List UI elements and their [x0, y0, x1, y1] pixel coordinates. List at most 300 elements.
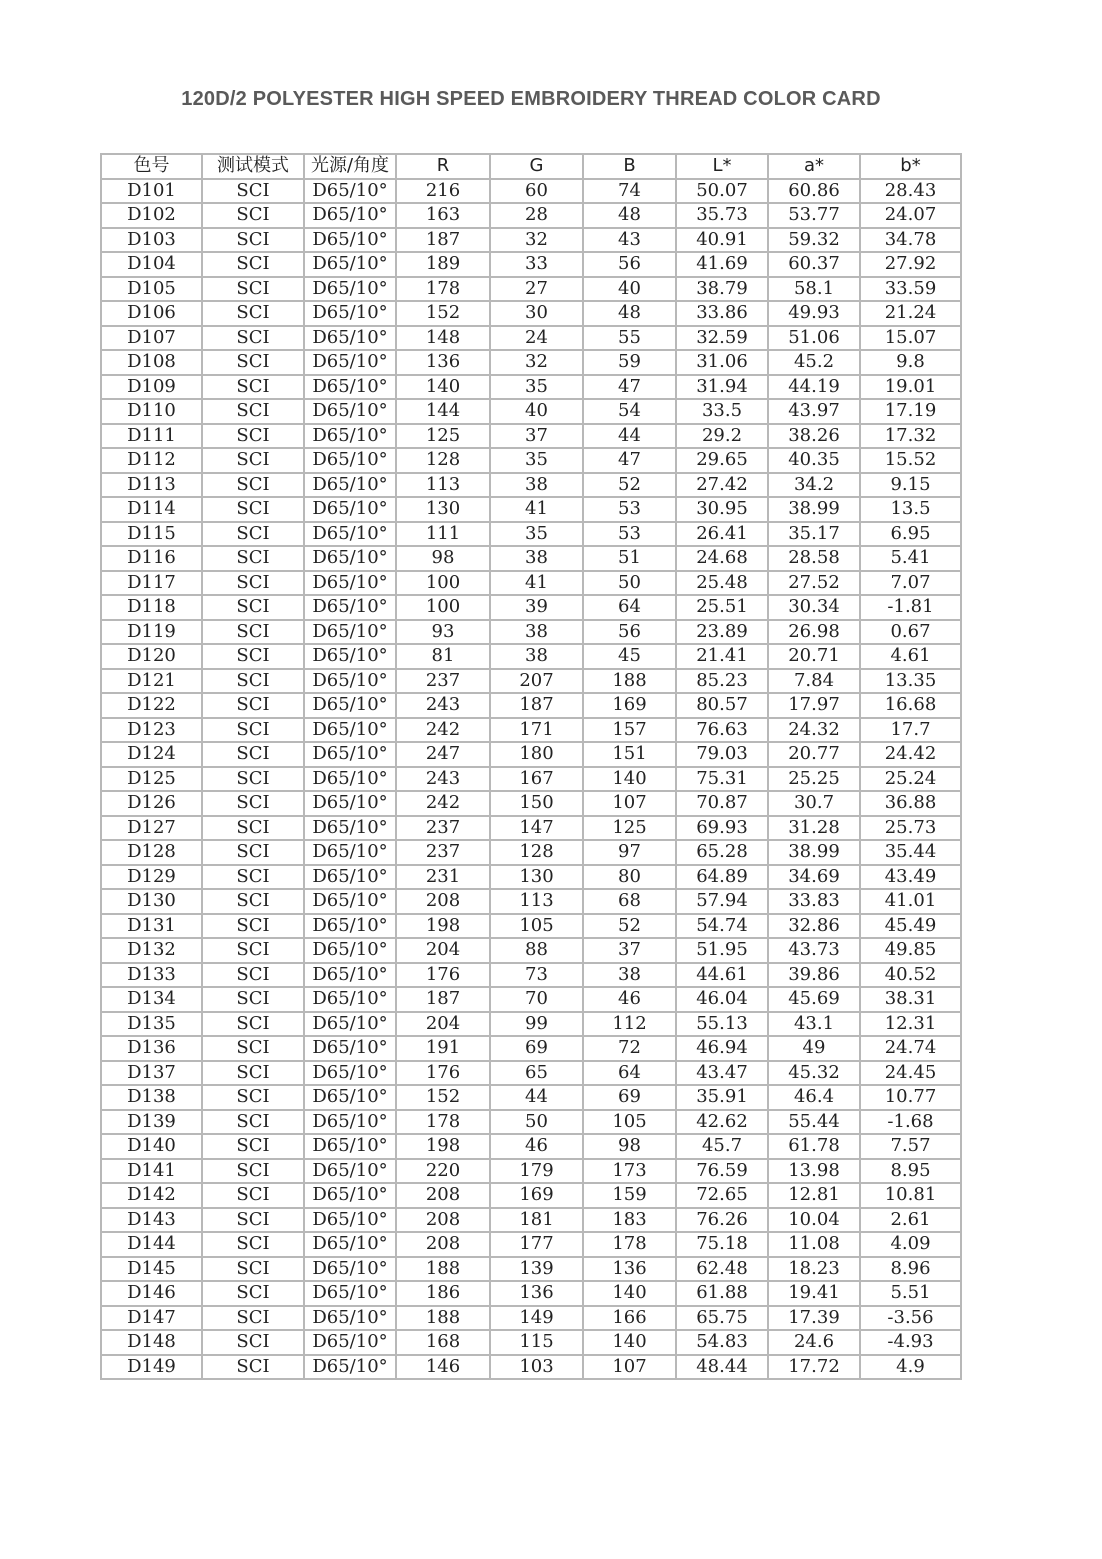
g-value: 50: [490, 1110, 583, 1135]
a-star-value: 43.73: [768, 938, 860, 963]
a-star-value: 58.1: [768, 277, 860, 302]
color-code: D138: [101, 1085, 202, 1110]
color-code: D104: [101, 252, 202, 277]
b-star-value: 38.31: [860, 987, 961, 1012]
illuminant-angle: D65/10°: [304, 816, 396, 841]
g-value: 181: [490, 1208, 583, 1233]
illuminant-angle: D65/10°: [304, 228, 396, 253]
illuminant-angle: D65/10°: [304, 1306, 396, 1331]
r-value: 98: [396, 546, 490, 571]
test-mode: SCI: [202, 1183, 304, 1208]
table-row: [101, 1355, 961, 1380]
b-value: 105: [583, 1110, 676, 1135]
b-value: 166: [583, 1306, 676, 1331]
a-star-value: 7.84: [768, 669, 860, 694]
table-row: [101, 473, 961, 498]
illuminant-angle: D65/10°: [304, 350, 396, 375]
l-star-value: 43.47: [676, 1061, 768, 1086]
table-row: [101, 791, 961, 816]
illuminant-angle: D65/10°: [304, 179, 396, 204]
r-value: 220: [396, 1159, 490, 1184]
table-row: [101, 620, 961, 645]
color-code: D140: [101, 1134, 202, 1159]
color-code: D115: [101, 522, 202, 547]
l-star-value: 35.91: [676, 1085, 768, 1110]
b-value: 98: [583, 1134, 676, 1159]
color-code: D107: [101, 326, 202, 351]
a-star-value: 61.78: [768, 1134, 860, 1159]
color-code: D105: [101, 277, 202, 302]
test-mode: SCI: [202, 718, 304, 743]
illuminant-angle: D65/10°: [304, 1208, 396, 1233]
b-value: 169: [583, 693, 676, 718]
b-star-value: 24.74: [860, 1036, 961, 1061]
table-row: [101, 399, 961, 424]
g-value: 44: [490, 1085, 583, 1110]
color-code: D132: [101, 938, 202, 963]
table-row: [101, 522, 961, 547]
b-star-value: 2.61: [860, 1208, 961, 1233]
b-star-value: 28.43: [860, 179, 961, 204]
l-star-value: 57.94: [676, 889, 768, 914]
a-star-value: 28.58: [768, 546, 860, 571]
illuminant-angle: D65/10°: [304, 1134, 396, 1159]
a-star-value: 44.19: [768, 375, 860, 400]
b-star-value: 21.24: [860, 301, 961, 326]
l-star-value: 29.65: [676, 448, 768, 473]
illuminant-angle: D65/10°: [304, 1110, 396, 1135]
r-value: 125: [396, 424, 490, 449]
table-row: [101, 1257, 961, 1282]
r-value: 237: [396, 840, 490, 865]
color-code: D114: [101, 497, 202, 522]
b-star-value: 15.07: [860, 326, 961, 351]
b-value: 107: [583, 1355, 676, 1380]
color-code: D128: [101, 840, 202, 865]
r-value: 140: [396, 375, 490, 400]
l-star-value: 48.44: [676, 1355, 768, 1380]
color-code: D109: [101, 375, 202, 400]
r-value: 163: [396, 203, 490, 228]
a-star-value: 12.81: [768, 1183, 860, 1208]
table-row: [101, 277, 961, 302]
b-value: 178: [583, 1232, 676, 1257]
r-value: 208: [396, 1208, 490, 1233]
illuminant-angle: D65/10°: [304, 644, 396, 669]
g-value: 207: [490, 669, 583, 694]
illuminant-angle: D65/10°: [304, 1012, 396, 1037]
table-row: [101, 252, 961, 277]
table-row: [101, 1134, 961, 1159]
table-row: [101, 1306, 961, 1331]
r-value: 243: [396, 693, 490, 718]
b-value: 51: [583, 546, 676, 571]
l-star-value: 29.2: [676, 424, 768, 449]
b-star-value: 17.19: [860, 399, 961, 424]
g-value: 28: [490, 203, 583, 228]
color-code: D108: [101, 350, 202, 375]
test-mode: SCI: [202, 1061, 304, 1086]
color-card-table: [100, 153, 962, 1380]
g-value: 46: [490, 1134, 583, 1159]
illuminant-angle: D65/10°: [304, 448, 396, 473]
table-row: [101, 448, 961, 473]
color-code: D113: [101, 473, 202, 498]
l-star-value: 45.7: [676, 1134, 768, 1159]
table-row: [101, 1159, 961, 1184]
a-star-value: 45.2: [768, 350, 860, 375]
illuminant-angle: D65/10°: [304, 522, 396, 547]
illuminant-angle: D65/10°: [304, 277, 396, 302]
color-code: D136: [101, 1036, 202, 1061]
b-star-value: 4.61: [860, 644, 961, 669]
illuminant-angle: D65/10°: [304, 1232, 396, 1257]
b-value: 72: [583, 1036, 676, 1061]
b-star-header: b*: [860, 154, 961, 179]
b-value: 151: [583, 742, 676, 767]
l-star-value: 76.63: [676, 718, 768, 743]
test-mode: SCI: [202, 840, 304, 865]
color-code: D129: [101, 865, 202, 890]
b-value: 173: [583, 1159, 676, 1184]
l-star-value: 80.57: [676, 693, 768, 718]
test-mode: SCI: [202, 1232, 304, 1257]
color-code: D133: [101, 963, 202, 988]
table-row: [101, 1232, 961, 1257]
g-value: 32: [490, 228, 583, 253]
a-star-value: 53.77: [768, 203, 860, 228]
a-star-value: 55.44: [768, 1110, 860, 1135]
illuminant-angle: D65/10°: [304, 938, 396, 963]
color-code: D116: [101, 546, 202, 571]
b-header: B: [583, 154, 676, 179]
l-star-value: 79.03: [676, 742, 768, 767]
test-mode: SCI: [202, 375, 304, 400]
r-value: 247: [396, 742, 490, 767]
illuminant-angle: D65/10°: [304, 889, 396, 914]
table-row: [101, 497, 961, 522]
test-mode: SCI: [202, 1085, 304, 1110]
header-row: [101, 154, 961, 179]
l-star-value: 25.51: [676, 595, 768, 620]
a-star-value: 43.1: [768, 1012, 860, 1037]
color-code: D123: [101, 718, 202, 743]
table-row: [101, 840, 961, 865]
a-star-header: a*: [768, 154, 860, 179]
g-value: 33: [490, 252, 583, 277]
g-value: 35: [490, 522, 583, 547]
b-star-value: 16.68: [860, 693, 961, 718]
table-row: [101, 301, 961, 326]
illuminant-angle: D65/10°: [304, 718, 396, 743]
b-star-value: 9.8: [860, 350, 961, 375]
a-star-value: 38.99: [768, 840, 860, 865]
color-code: D121: [101, 669, 202, 694]
a-star-value: 34.69: [768, 865, 860, 890]
l-star-value: 72.65: [676, 1183, 768, 1208]
table-row: [101, 326, 961, 351]
table-row: [101, 865, 961, 890]
r-header: R: [396, 154, 490, 179]
g-value: 128: [490, 840, 583, 865]
l-star-value: 30.95: [676, 497, 768, 522]
g-value: 38: [490, 620, 583, 645]
b-value: 56: [583, 252, 676, 277]
b-star-value: 13.35: [860, 669, 961, 694]
color-code: D144: [101, 1232, 202, 1257]
g-value: 103: [490, 1355, 583, 1380]
b-value: 64: [583, 595, 676, 620]
r-value: 237: [396, 816, 490, 841]
a-star-value: 32.86: [768, 914, 860, 939]
b-value: 56: [583, 620, 676, 645]
l-star-value: 31.06: [676, 350, 768, 375]
table-row: [101, 1330, 961, 1355]
b-value: 50: [583, 571, 676, 596]
l-star-value: 24.68: [676, 546, 768, 571]
a-star-value: 24.6: [768, 1330, 860, 1355]
illuminant-angle: D65/10°: [304, 375, 396, 400]
table-row: [101, 228, 961, 253]
b-value: 38: [583, 963, 676, 988]
a-star-value: 10.04: [768, 1208, 860, 1233]
illuminant-angle: D65/10°: [304, 742, 396, 767]
table-row: [101, 1281, 961, 1306]
a-star-value: 43.97: [768, 399, 860, 424]
test-mode: SCI: [202, 889, 304, 914]
b-value: 52: [583, 473, 676, 498]
a-star-value: 18.23: [768, 1257, 860, 1282]
b-star-value: 27.92: [860, 252, 961, 277]
g-value: 150: [490, 791, 583, 816]
table-row: [101, 375, 961, 400]
color-code: D117: [101, 571, 202, 596]
r-value: 198: [396, 914, 490, 939]
b-value: 125: [583, 816, 676, 841]
b-star-value: -1.68: [860, 1110, 961, 1135]
r-value: 216: [396, 179, 490, 204]
l-star-value: 55.13: [676, 1012, 768, 1037]
a-star-value: 59.32: [768, 228, 860, 253]
a-star-value: 24.32: [768, 718, 860, 743]
r-value: 100: [396, 595, 490, 620]
a-star-value: 40.35: [768, 448, 860, 473]
color-code: D135: [101, 1012, 202, 1037]
b-star-value: 7.57: [860, 1134, 961, 1159]
illuminant-angle: D65/10°: [304, 620, 396, 645]
b-value: 69: [583, 1085, 676, 1110]
test-mode: SCI: [202, 791, 304, 816]
color-code: D143: [101, 1208, 202, 1233]
g-value: 70: [490, 987, 583, 1012]
l-star-value: 33.5: [676, 399, 768, 424]
l-star-value: 32.59: [676, 326, 768, 351]
table-row: [101, 669, 961, 694]
b-star-value: 25.24: [860, 767, 961, 792]
b-star-value: 9.15: [860, 473, 961, 498]
l-star-value: 75.18: [676, 1232, 768, 1257]
table-row: [101, 571, 961, 596]
test-mode: SCI: [202, 179, 304, 204]
color-code: D101: [101, 179, 202, 204]
l-star-value: 23.89: [676, 620, 768, 645]
illuminant-angle: D65/10°: [304, 497, 396, 522]
illuminant-angle: D65/10°: [304, 399, 396, 424]
b-star-value: 10.81: [860, 1183, 961, 1208]
b-star-value: 34.78: [860, 228, 961, 253]
l-star-value: 25.48: [676, 571, 768, 596]
r-value: 100: [396, 571, 490, 596]
r-value: 191: [396, 1036, 490, 1061]
g-value: 30: [490, 301, 583, 326]
test-mode-header: 测试模式: [202, 154, 304, 179]
r-value: 148: [396, 326, 490, 351]
illuminant-angle: D65/10°: [304, 203, 396, 228]
color-code: D118: [101, 595, 202, 620]
l-star-value: 54.74: [676, 914, 768, 939]
b-star-value: 49.85: [860, 938, 961, 963]
test-mode: SCI: [202, 252, 304, 277]
g-value: 41: [490, 497, 583, 522]
test-mode: SCI: [202, 228, 304, 253]
color-code: D125: [101, 767, 202, 792]
l-star-value: 76.59: [676, 1159, 768, 1184]
r-value: 111: [396, 522, 490, 547]
test-mode: SCI: [202, 399, 304, 424]
g-value: 32: [490, 350, 583, 375]
table-row: [101, 816, 961, 841]
a-star-value: 35.17: [768, 522, 860, 547]
test-mode: SCI: [202, 546, 304, 571]
r-value: 188: [396, 1257, 490, 1282]
a-star-value: 30.7: [768, 791, 860, 816]
table-row: [101, 963, 961, 988]
table-row: [101, 546, 961, 571]
test-mode: SCI: [202, 277, 304, 302]
l-star-value: 40.91: [676, 228, 768, 253]
r-value: 243: [396, 767, 490, 792]
illuminant-angle: D65/10°: [304, 1281, 396, 1306]
r-value: 242: [396, 718, 490, 743]
b-value: 52: [583, 914, 676, 939]
illuminant-angle: D65/10°: [304, 424, 396, 449]
l-star-value: 46.94: [676, 1036, 768, 1061]
g-value: 169: [490, 1183, 583, 1208]
a-star-value: 17.97: [768, 693, 860, 718]
b-value: 80: [583, 865, 676, 890]
table-row: [101, 987, 961, 1012]
r-value: 237: [396, 669, 490, 694]
l-star-value: 65.75: [676, 1306, 768, 1331]
b-star-value: 33.59: [860, 277, 961, 302]
g-value: 69: [490, 1036, 583, 1061]
l-star-value: 31.94: [676, 375, 768, 400]
illuminant-angle: D65/10°: [304, 1085, 396, 1110]
r-value: 208: [396, 889, 490, 914]
b-star-value: -1.81: [860, 595, 961, 620]
g-value: 115: [490, 1330, 583, 1355]
g-value: 24: [490, 326, 583, 351]
a-star-value: 20.77: [768, 742, 860, 767]
test-mode: SCI: [202, 350, 304, 375]
b-value: 46: [583, 987, 676, 1012]
a-star-value: 46.4: [768, 1085, 860, 1110]
a-star-value: 39.86: [768, 963, 860, 988]
r-value: 189: [396, 252, 490, 277]
b-star-value: 8.95: [860, 1159, 961, 1184]
color-code: D119: [101, 620, 202, 645]
l-star-value: 54.83: [676, 1330, 768, 1355]
test-mode: SCI: [202, 473, 304, 498]
table-row: [101, 938, 961, 963]
color-code: D131: [101, 914, 202, 939]
b-star-value: 17.7: [860, 718, 961, 743]
b-star-value: 17.32: [860, 424, 961, 449]
a-star-value: 11.08: [768, 1232, 860, 1257]
a-star-value: 45.32: [768, 1061, 860, 1086]
test-mode: SCI: [202, 522, 304, 547]
illuminant-angle: D65/10°: [304, 546, 396, 571]
table-row: [101, 767, 961, 792]
illuminant-angle: D65/10°: [304, 1159, 396, 1184]
table-row: [101, 1061, 961, 1086]
b-star-value: 41.01: [860, 889, 961, 914]
illuminant-angle: D65/10°: [304, 914, 396, 939]
g-value: 180: [490, 742, 583, 767]
test-mode: SCI: [202, 1208, 304, 1233]
illuminant-angle: D65/10°: [304, 473, 396, 498]
b-star-value: 36.88: [860, 791, 961, 816]
illuminant-angle: D65/10°: [304, 987, 396, 1012]
b-star-value: 5.41: [860, 546, 961, 571]
a-star-value: 31.28: [768, 816, 860, 841]
l-star-value: 69.93: [676, 816, 768, 841]
b-value: 37: [583, 938, 676, 963]
r-value: 168: [396, 1330, 490, 1355]
b-value: 55: [583, 326, 676, 351]
b-star-value: 10.77: [860, 1085, 961, 1110]
test-mode: SCI: [202, 1134, 304, 1159]
color-code: D148: [101, 1330, 202, 1355]
page-title: 120D/2 POLYESTER HIGH SPEED EMBROIDERY THREAD COLOR CARD: [181, 88, 881, 110]
a-star-value: 19.41: [768, 1281, 860, 1306]
test-mode: SCI: [202, 816, 304, 841]
r-value: 204: [396, 1012, 490, 1037]
l-star-value: 46.04: [676, 987, 768, 1012]
color-code: D110: [101, 399, 202, 424]
illuminant-angle: D65/10°: [304, 1061, 396, 1086]
table-row: [101, 644, 961, 669]
test-mode: SCI: [202, 1159, 304, 1184]
r-value: 178: [396, 277, 490, 302]
a-star-value: 17.72: [768, 1355, 860, 1380]
b-value: 45: [583, 644, 676, 669]
b-star-value: 15.52: [860, 448, 961, 473]
g-value: 149: [490, 1306, 583, 1331]
r-value: 178: [396, 1110, 490, 1135]
b-star-value: 24.45: [860, 1061, 961, 1086]
l-star-value: 76.26: [676, 1208, 768, 1233]
illuminant-angle: D65/10°: [304, 252, 396, 277]
b-value: 157: [583, 718, 676, 743]
g-value: 37: [490, 424, 583, 449]
r-value: 187: [396, 228, 490, 253]
illuminant-angle: D65/10°: [304, 669, 396, 694]
color-code: D149: [101, 1355, 202, 1380]
test-mode: SCI: [202, 742, 304, 767]
table-row: [101, 1208, 961, 1233]
a-star-value: 38.99: [768, 497, 860, 522]
